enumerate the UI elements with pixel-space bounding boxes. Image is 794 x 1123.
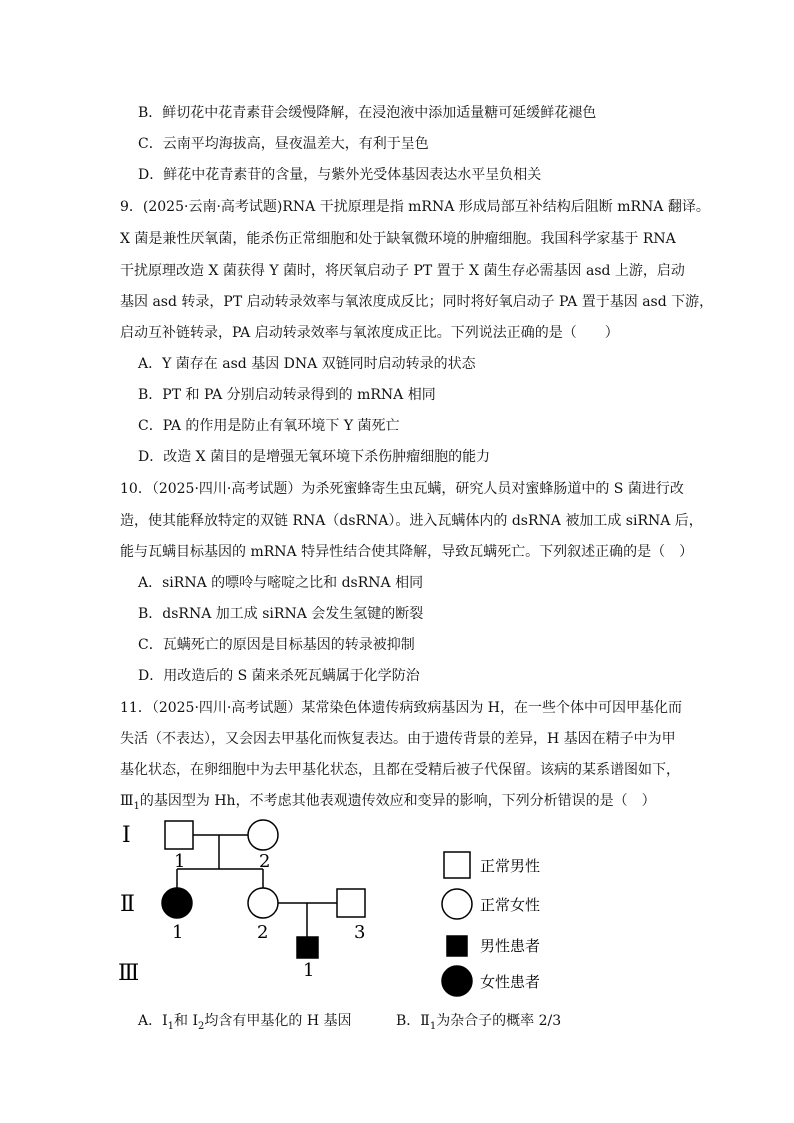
q9-option-c: C．PA 的作用是防止有氧环境下 Y 菌死亡 (138, 418, 400, 434)
label-II2: 2 (257, 922, 269, 943)
individual-III1-ref: Ⅲ (120, 793, 134, 809)
q9-stem-line-5: 启动互补链转录，PA 启动转录效率与氧浓度成正比。下列说法正确的是（ ） (120, 325, 619, 341)
q9-option-a: A．Y 菌存在 asd 基因 DNA 双链同时启动转录的状态 (138, 356, 476, 372)
legend-affected-female-symbol (442, 966, 472, 996)
q9-stem-line-3: 干扰原理改造 X 菌获得 Y 菌时，将厌氧启动子 PT 置于 X 菌生存必需基因 asd 上游，启动 (120, 263, 685, 279)
q9-option-b: B．PT 和 PA 分别启动转录得到的 mRNA 相同 (138, 387, 436, 403)
individual-II2-normal-female (248, 888, 278, 918)
q9-stem-line-4: 基因 asd 转录，PT 启动转录效率与氧浓度成反比；同时将好氧启动子 PA 置于基因 asd 下游， (120, 294, 714, 310)
q11-option-b-text: 为杂合子的概率 2/3 (436, 1013, 562, 1029)
q11-option-b-text: B．Ⅱ (396, 1013, 430, 1029)
q9-stem-line-1: 9．(2025·云南·高考试题)RNA 干扰原理是指 mRNA 形成局部互补结构后阻断 mRNA 翻译。 (120, 199, 710, 215)
individual-III1-affected-male (297, 937, 318, 958)
legend-affected-male-symbol (447, 936, 467, 956)
legend-normal-female-label: 正常女性 (480, 896, 541, 914)
label-II1: 1 (172, 922, 184, 943)
q10-option-d: D．用改造后的 S 菌来杀死瓦螨属于化学防治 (138, 668, 420, 684)
individual-I1-normal-male (165, 821, 193, 849)
q8-option-b: B．鲜切花中花青素苷会缓慢降解，在浸泡液中添加适量糖可延缓鲜花褪色 (138, 105, 597, 121)
generation-II-label: Ⅱ (120, 892, 135, 917)
q11-option-b (396, 1012, 561, 1036)
q11-stem-line-3: 基化状态，在卵细胞中为去甲基化状态，且都在受精后被子代保留。该病的某系谱图如下， (120, 762, 680, 778)
q11-stem-line-2: 失活（不表达），又会因去甲基化而恢复表达。由于遗传背景的差异，H 基因在精子中为甲 (120, 731, 676, 747)
individual-II3-normal-male (337, 889, 365, 917)
q10-stem-line-2: 造，使其能释放特定的双链 RNA（dsRNA）。进入瓦螨体内的 dsRNA 被加工成 siRNA 后， (120, 513, 703, 529)
q11-option-a-text: 和 I (174, 1013, 198, 1029)
generation-III-label: Ⅲ (118, 961, 140, 986)
q10-stem-line-3: 能与瓦螨目标基因的 mRNA 特异性结合使其降解，导致瓦螨死亡。下列叙述正确的是（ ） (120, 544, 694, 560)
generation-I-label: Ⅰ (122, 823, 131, 848)
q8-option-d: D．鲜花中花青素苷的含量，与紫外光受体基因表达水平呈负相关 (138, 167, 542, 183)
legend-normal-male-label: 正常男性 (480, 857, 541, 875)
q9-option-d: D．改造 X 菌目的是增强无氧环境下杀伤肿瘤细胞的能力 (138, 449, 491, 465)
q10-stem-line-1: 10．（2025·四川·高考试题）为杀死蜜蜂寄生虫瓦螨，研究人员对蜜蜂肠道中的 S 菌进行改 (120, 481, 684, 497)
label-II3: 3 (354, 922, 366, 943)
legend-affected-female-label: 女性患者 (480, 973, 541, 991)
q10-option-a: A．siRNA 的嘌呤与嘧啶之比和 dsRNA 相同 (138, 575, 424, 591)
subscript: 1 (167, 1020, 175, 1032)
q11-stem-line-4-text: 的基因型为 Hh，不考虑其他表观遗传效应和变异的影响，下列分析错误的是（ ） (139, 793, 656, 809)
individual-II1-affected-female (162, 888, 192, 918)
subscript: 2 (198, 1020, 205, 1032)
label-I1: 1 (174, 851, 186, 872)
q10-option-c: C．瓦螨死亡的原因是目标基因的转录被抑制 (138, 637, 415, 653)
subscript: 1 (429, 1020, 437, 1032)
subscript: 1 (133, 800, 140, 812)
q8-option-c: C．云南平均海拔高，昼夜温差大，有利于呈色 (138, 136, 429, 152)
q11-stem-line-1: 11．（2025·四川·高考试题）某常染色体遗传病致病基因为 H，在一些个体中可因甲基化而 (120, 700, 683, 716)
individual-I2-normal-female (248, 820, 278, 850)
q10-option-b: B．dsRNA 加工成 siRNA 会发生氢键的断裂 (138, 606, 424, 622)
q11-option-a-text: A．I (138, 1013, 168, 1029)
q9-stem-line-2: X 菌是兼性厌氧菌，能杀伤正常细胞和处于缺氧微环境的肿瘤细胞。我国科学家基于 RNA (120, 231, 676, 247)
legend-normal-female-symbol (442, 889, 472, 919)
legend-affected-male-label: 男性患者 (480, 937, 541, 955)
q11-option-a (138, 1012, 351, 1036)
label-I2: 2 (259, 851, 271, 872)
legend-normal-male-symbol (444, 852, 470, 878)
label-III1: 1 (303, 960, 315, 981)
q11-option-a-text: 均含有甲基化的 H 基因 (204, 1013, 352, 1029)
